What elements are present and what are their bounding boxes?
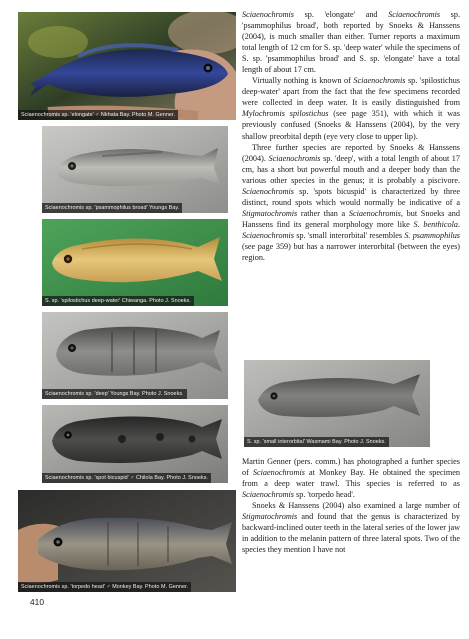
- italic-run: Mylochromis spilostichus: [242, 109, 329, 119]
- psammophilus-fish-illustration: [42, 126, 228, 213]
- photo-caption: S. sp. 'small interorbital' Wasmami Bay. Photo J. Snoeks.: [244, 437, 389, 447]
- small-interorbital-fish-illustration: [244, 360, 430, 447]
- photo-caption: Sciaenochromis sp. 'elongate' ♂ Nkhata Bay. Photo M. Genner.: [18, 110, 178, 120]
- italic-run: Sciaenochromis: [388, 10, 441, 19]
- elongate-fish-illustration: [18, 12, 236, 120]
- italic-run: Sciaenochromis: [242, 10, 294, 19]
- body-text-lower: [242, 456, 460, 555]
- photo-caption: S. sp. 'spilostichus deep-water' Chiwanga. Photo J. Snoeks.: [42, 296, 194, 306]
- text-run: sp. 'spilostichus deep-water' apart from the fact that the few specimens recorded were collected in deep water. It is easily distinguished from: [242, 76, 460, 108]
- text-run: (see page 359) but has a narrower interorbital (between the eyes) region.: [242, 241, 460, 263]
- photo-caption: Sciaenochromis sp. 'deep' Youngs Bay. Photo J. Snoeks.: [42, 389, 187, 399]
- paragraph-4: [242, 456, 460, 500]
- photo-elongate: [18, 12, 236, 120]
- italic-run: S. benthicola: [413, 219, 458, 229]
- text-run: sp. 'torpedo head'.: [294, 490, 355, 500]
- italic-run: Sciaenochromis: [353, 76, 406, 86]
- photo-caption: Sciaenochromis sp. 'torpedo head' ♂ Monkey Bay. Photo M. Genner.: [18, 582, 191, 592]
- text-run: and found that the genus is characterized by backward-inclined outer teeth in the lateral series of the lower jaw in addition to the melanin pattern of three lateral spots. Two of the species they mention I have not: [242, 512, 460, 555]
- text-run: Snoeks & Hanssens (2004) also examined a large number of: [252, 501, 460, 511]
- text-run: , but Snoeks and Hanssens find its general morphology more like: [242, 208, 460, 229]
- spilostichus-fish-illustration: [42, 219, 228, 306]
- text-run: sp. 'small interorbital' resembles: [294, 230, 405, 240]
- text-run: Three further species are reported by Snoeks & Hanssens (2004).: [242, 142, 460, 163]
- photo-spilostichus-deep-water: [42, 219, 228, 306]
- italic-run: Sciaenochromis: [348, 208, 401, 218]
- deep-fish-illustration: [42, 312, 228, 399]
- page-number: 410: [30, 597, 44, 607]
- paragraph-2: [242, 75, 460, 141]
- photo-small-interorbital: [244, 360, 430, 447]
- torpedo-head-fish-illustration: [18, 490, 236, 592]
- paragraph-5: [242, 500, 460, 555]
- paragraph-1: [242, 9, 460, 75]
- text-run: at Monkey Bay. He obtained the specimen from a deep water trawl. This species is referred to as: [242, 468, 461, 489]
- italic-run: Sciaenochromis: [252, 468, 305, 478]
- text-run: sp. 'elongate' and: [294, 10, 389, 19]
- paragraph-3: [242, 142, 460, 264]
- italic-run: Sciaenochromis: [268, 153, 321, 163]
- text-run: sp. 'spots bicuspid' is characterized by three distinct, round spots which would normally be indicative of a: [242, 186, 460, 207]
- photo-spot-bicuspid: [42, 405, 228, 483]
- text-run: sp. 'deep', with a total length of about 17 cm, has a short but powerful mouth and a deeper body than the various other species in the genus; it is probably a piscivore.: [242, 153, 460, 185]
- body-text-upper: [242, 9, 460, 263]
- photo-psammophilus-broad: [42, 126, 228, 213]
- photo-caption: Sciaenochromis sp. 'spot bicuspid' ♂ Chilola Bay. Photo J. Snoeks.: [42, 473, 211, 483]
- text-run: (see page 351), with which it was previously confused (Snoeks & Hanssens (2004), by the very shallow preorbital depth (eye very close to upper lip).: [242, 109, 460, 141]
- italic-run: S. psammophilus: [404, 230, 460, 240]
- photo-torpedo-head: [18, 490, 236, 592]
- text-run: sp. 'psammophilus broad', both reported by Snoeks & Hanssens (2004), is much smaller than either. Turner reports a maximum total length of 12 cm for S. sp. 'deep water' while the specimens of S. sp. 'psammophilus broad' and S. sp. 'elongate' have a total length of about 17 cm.: [242, 10, 461, 75]
- italic-run: Stigmatochromis: [242, 208, 298, 218]
- text-run: Virtually nothing is known of: [252, 76, 354, 86]
- italic-run: Sciaenochromis: [242, 490, 294, 500]
- photo-caption: Sciaenochromis sp. 'psammophilus broad' Youngs Bay.: [42, 203, 182, 213]
- italic-run: Sciaenochromis: [242, 230, 294, 240]
- spot-bicuspid-fish-illustration: [42, 405, 228, 483]
- text-run: .: [457, 219, 460, 229]
- text-run: rather than a: [297, 208, 349, 218]
- photo-deep: [42, 312, 228, 399]
- italic-run: Sciaenochromis: [242, 186, 294, 196]
- text-run: Martin Genner (pers. comm.) has photographed a further species of: [242, 457, 460, 478]
- italic-run: Stigmatochromis: [242, 512, 298, 522]
